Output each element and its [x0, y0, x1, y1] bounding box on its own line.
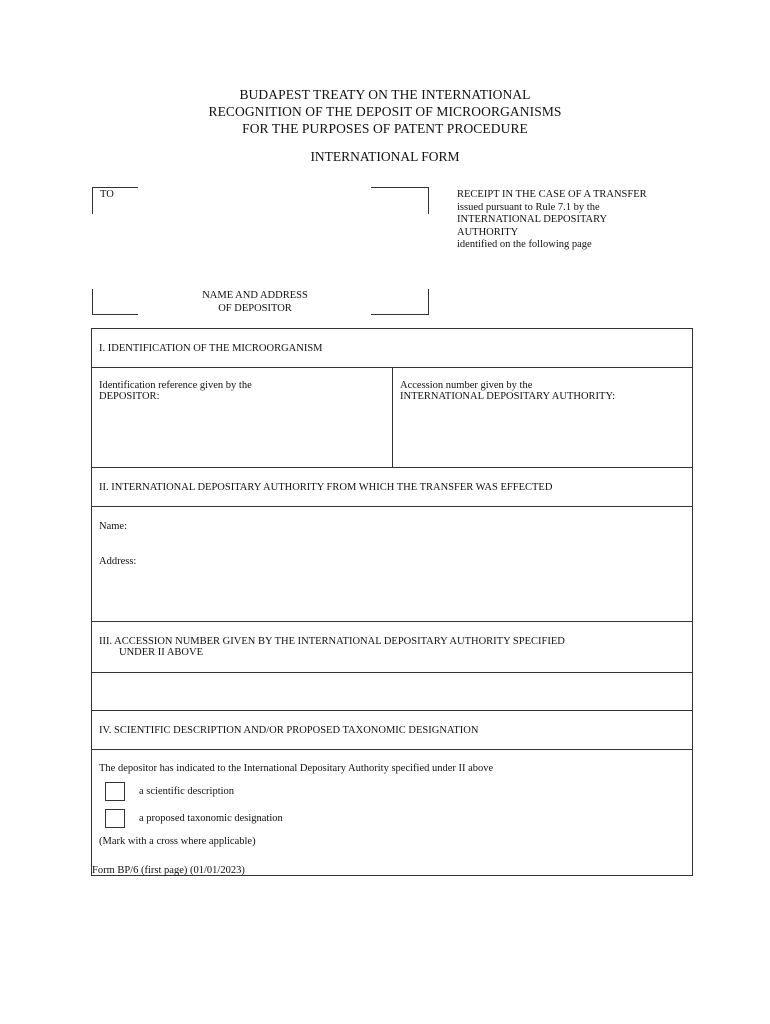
section-4-heading-text: IV. SCIENTIFIC DESCRIPTION AND/OR PROPOSED TAXONOMIC DESIGNATION: [99, 724, 479, 736]
form-footer: Form BP/6 (first page) (01/01/2023): [92, 865, 245, 876]
document-title: [0, 86, 770, 137]
form-table: [91, 328, 693, 876]
form-type: INTERNATIONAL FORM: [310, 149, 460, 164]
receipt-line-3: INTERNATIONAL DEPOSITARY: [457, 214, 608, 225]
address-label-line-1: NAME AND ADDRESS: [202, 290, 308, 301]
receipt-line-4: AUTHORITY: [457, 226, 519, 238]
depositor-reference-label-2: DEPOSITOR:: [99, 391, 160, 402]
scientific-description-checkbox[interactable]: [105, 782, 125, 801]
section-4-heading: [92, 711, 693, 750]
option-scientific-description: [99, 779, 685, 804]
section-3-heading-line-1: III. ACCESSION NUMBER GIVEN BY THE INTERNATIONAL DEPOSITARY AUTHORITY SPECIFIED: [99, 636, 565, 647]
section-3-heading: [92, 622, 693, 673]
authority-name-label: Name:: [99, 521, 127, 532]
accession-number-label-2: INTERNATIONAL DEPOSITARY AUTHORITY:: [400, 391, 615, 402]
title-line-3: FOR THE PURPOSES OF PATENT PROCEDURE: [242, 121, 528, 136]
depositor-reference-field[interactable]: [92, 368, 393, 468]
section-4-intro: The depositor has indicated to the International Depositary Authority specified under II above: [99, 763, 494, 774]
depositor-address-label: [160, 290, 350, 315]
receipt-line-2: issued pursuant to Rule 7.1 by the: [457, 201, 600, 213]
section-2-heading-text: II. INTERNATIONAL DEPOSITARY AUTHORITY FROM WHICH THE TRANSFER WAS EFFECTED: [99, 481, 553, 493]
title-line-2: RECOGNITION OF THE DEPOSIT OF MICROORGANISMS: [208, 104, 562, 119]
accession-number-label-1: Accession number given by the: [400, 380, 533, 391]
accession-number-field[interactable]: [393, 368, 693, 468]
section-3-accession-field[interactable]: [92, 673, 693, 711]
receipt-line-5: identified on the following page: [457, 239, 592, 250]
title-line-1: BUDAPEST TREATY ON THE INTERNATIONAL: [239, 87, 531, 102]
mark-instruction: (Mark with a cross where applicable): [99, 836, 256, 847]
scientific-description-label: a scientific description: [139, 786, 235, 797]
taxonomic-designation-checkbox[interactable]: [105, 809, 125, 828]
section-4-body: [92, 750, 693, 876]
section-1-heading-text: I. IDENTIFICATION OF THE MICROORGANISM: [99, 342, 323, 354]
receipt-block: [457, 189, 697, 252]
authority-address-label: Address:: [99, 556, 137, 567]
to-label: TO: [100, 189, 114, 200]
receipt-line-1: RECEIPT IN THE CASE OF A TRANSFER: [457, 189, 647, 200]
option-taxonomic-designation: [99, 806, 685, 831]
section-2-heading: [92, 468, 693, 507]
section-3-heading-line-2: UNDER II ABOVE: [119, 647, 203, 658]
section-1-heading: [92, 329, 693, 368]
address-label-line-2: OF DEPOSITOR: [218, 302, 292, 314]
depositor-reference-label-1: Identification reference given by the: [99, 380, 252, 391]
taxonomic-designation-label: a proposed taxonomic designation: [139, 813, 283, 824]
authority-details-field[interactable]: [92, 507, 693, 622]
